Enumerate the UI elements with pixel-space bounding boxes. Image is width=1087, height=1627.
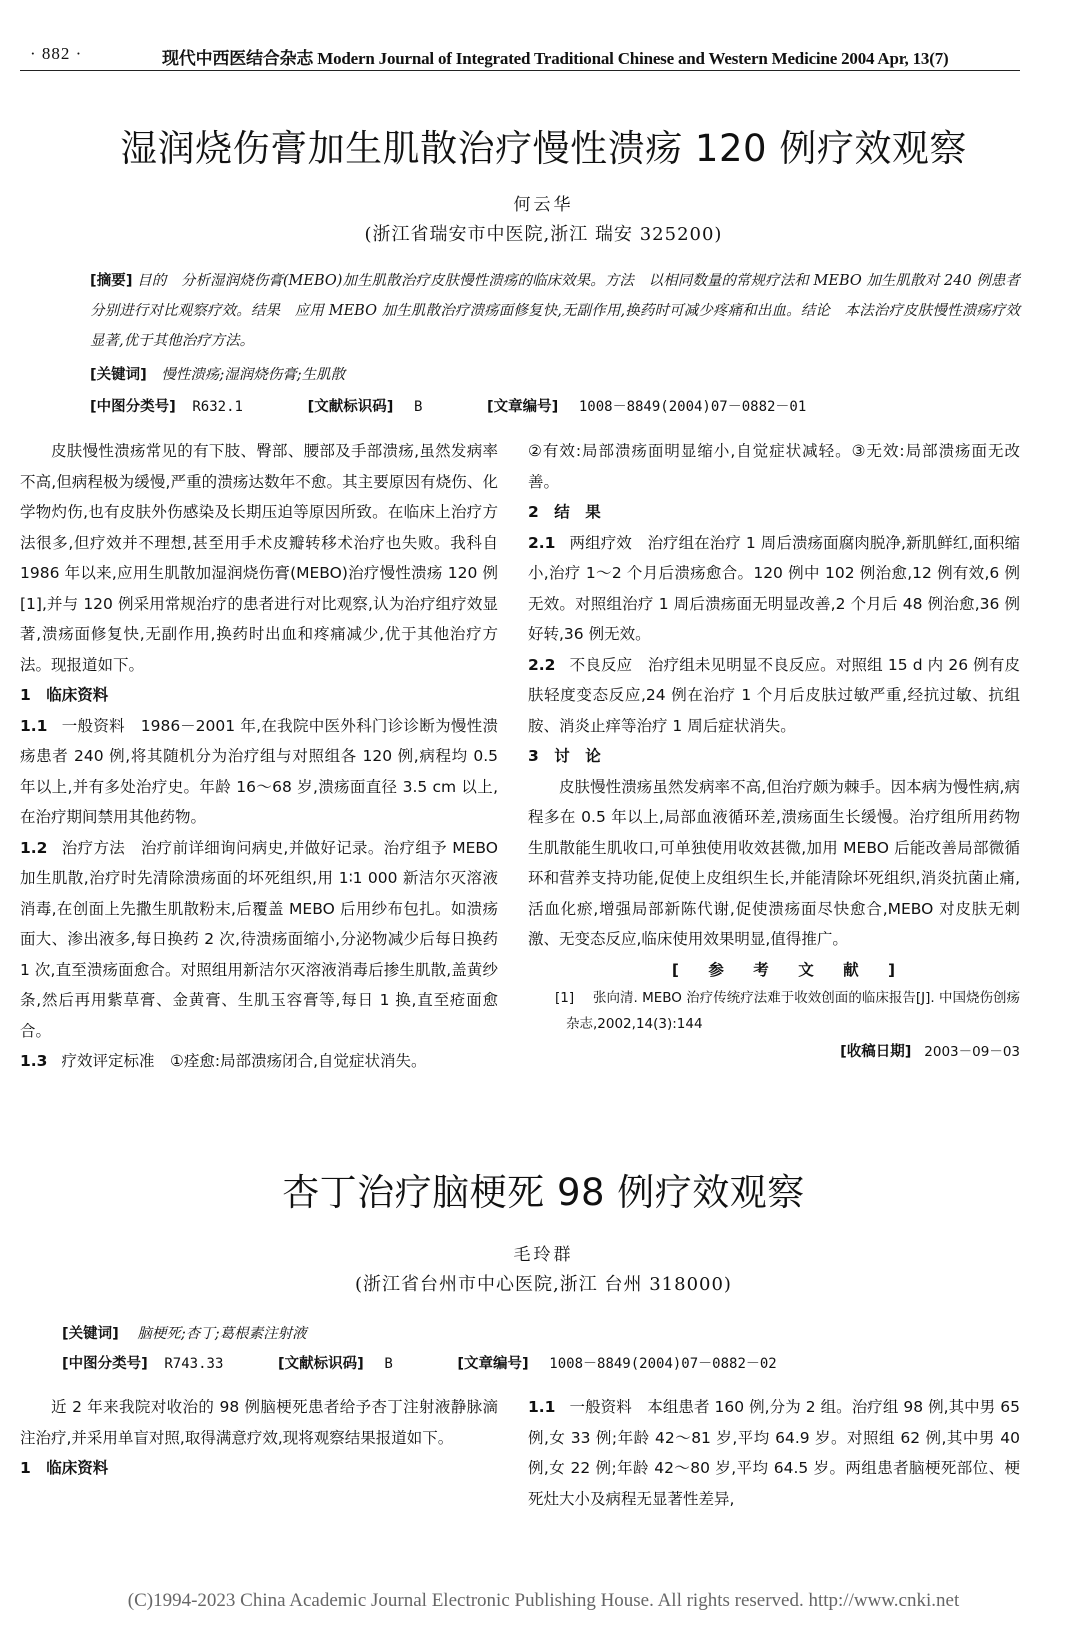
article1-title: 湿润烧伤膏加生肌散治疗慢性溃疡 120 例疗效观察	[120, 127, 967, 170]
article1-author: 何云华	[513, 195, 574, 215]
intro-paragraph: 皮肤慢性溃疡常见的有下肢、臀部、腰部及手部溃疡,虽然发病率不高,但病程极为缓慢,严重的溃疡达数年不愈。其主要原因有烧伤、化学物灼伤,也有皮肤外伤感染及长期压迫等原因所致。在临床上治疗方法很多,但疗效并不理想,甚至用手术皮瓣转移术治疗也失败。我科自 1986 年以来,应用生肌散加湿润烧伤膏(MEBO)治疗慢性溃疡 120 例[1],并与 120 例采用常规治疗的患者进行对比观察,认为治疗组疗效显著,溃疡面修复快,无副作用,换药时出血和疼痛减少,优于其他治疗方法。现报道如下。	[20, 442, 498, 674]
subsection-2-1	[528, 528, 1020, 650]
subsection-text: 两组疗效 治疗组在治疗 1 周后溃疡面腐肉脱净,新肌鲜红,面积缩小,治疗 1～2 个月后溃疡愈合。120 例中 102 例治愈,12 例有效,6 例无效。对照组治疗 1 周后溃疡面无明显改善,2 个月后 48 例治愈,36 例好转,36 例无效。	[528, 533, 1020, 643]
subsection-number: 2.2	[528, 655, 556, 674]
doc-code-value: B	[413, 399, 423, 415]
subsection-number: 1.1	[528, 1398, 556, 1416]
received-label: [收稿日期]	[840, 1044, 912, 1060]
article2-right-column	[528, 1392, 1020, 1514]
section-heading: 1 临床资料	[20, 1459, 109, 1477]
keywords-text: 脑梗死;杏丁;葛根素注射液	[137, 1326, 307, 1342]
article-no-label: [文章编号]	[486, 399, 559, 415]
subsection-2-2	[528, 650, 1020, 742]
abstract-label: [摘要]	[90, 273, 133, 289]
article1-keywords	[90, 363, 345, 384]
article1-affiliation: (浙江省瑞安市中医院,浙江 瑞安 325200)	[364, 224, 723, 245]
subsection-text: 疗效评定标准 ①痊愈:局部溃疡闭合,自觉症状消失。	[61, 1052, 427, 1070]
subsection-1-1	[20, 711, 498, 833]
section-heading: 1 临床资料	[20, 686, 109, 704]
section-heading: 3 讨 论	[528, 747, 601, 765]
subsection-number: 1.3	[20, 1052, 48, 1070]
journal-header: 现代中西医结合杂志 Modern Journal of Integrated Traditional Chinese and Western Medicine 2004 Apr, 13(7)	[162, 49, 949, 68]
reference-text: 张向清. MEBO 治疗传统疗法难于收效创面的临床报告[J]. 中国烧伤创疡杂志,2002,14(3):144	[566, 990, 1020, 1032]
discussion-paragraph: 皮肤慢性溃疡虽然发病率不高,但治疗颇为棘手。因本病为慢性病,病程多在 0.5 年以上,局部血液循环差,溃疡面生长缓慢。治疗组所用药物生肌散能生肌收口,可单独使用收效甚微,加用 MEBO 后能改善局部微循环和营养支持功能,促使上皮组织生长,并能清除坏死组织,消炎抗菌止痛,活血化瘀,增强局部新陈代谢,促使溃疡面尽快愈合,MEBO 对皮肤无刺激、无变态反应,临床使用效果明显,值得推广。	[528, 777, 1020, 948]
clc-value: R743.33	[164, 1356, 224, 1372]
received-value: 2003－09－03	[924, 1044, 1020, 1060]
received-date	[528, 1037, 1020, 1068]
intro-paragraph: 近 2 年来我院对收治的 98 例脑梗死患者给予杏丁注射液静脉滴注治疗,并采用单盲对照,取得满意疗效,现将观察结果报道如下。	[20, 1398, 498, 1447]
article2-keywords	[62, 1322, 307, 1343]
clc-value: R632.1	[192, 399, 243, 415]
copyright-footer: (C)1994-2023 China Academic Journal Electronic Publishing House. All rights reserved. http://www.cnki.net	[127, 1590, 960, 1611]
subsection-1-1	[528, 1392, 1020, 1514]
subsection-1-3	[20, 1046, 498, 1077]
article2-classification	[62, 1352, 777, 1373]
article1-left-column	[20, 436, 498, 1077]
references-heading: [ 参 考 文 献 ]	[671, 960, 908, 979]
article1-right-column	[528, 436, 1020, 1068]
subsection-text: 一般资料 本组患者 160 例,分为 2 组。治疗组 98 例,其中男 65 例,女 33 例;年龄 42～81 岁,平均 64.9 岁。对照组 62 例,其中男 40 例,女 22 例;年龄 42～80 岁,平均 64.5 岁。两组患者脑梗死部位、梗死灶大小及病程无显著性差异,	[528, 1398, 1020, 1508]
page-number: · 882 ·	[30, 44, 83, 63]
article-no-value: 1008－8849(2004)07－0882－02	[549, 1356, 777, 1372]
reference-number: [1]	[555, 990, 575, 1006]
subsection-number: 2.1	[528, 533, 556, 552]
article2-affiliation: (浙江省台州市中心医院,浙江 台州 318000)	[355, 1274, 732, 1295]
section-heading: 2 结 果	[528, 503, 601, 521]
continued-paragraph: ②有效:局部溃疡面明显缩小,自觉症状减轻。③无效:局部溃疡面无改善。	[528, 442, 1020, 491]
reference-item	[528, 985, 1020, 1037]
running-header	[20, 36, 1020, 71]
article1-abstract	[90, 266, 1020, 356]
article2-author: 毛玲群	[513, 1245, 574, 1265]
clc-label: [中图分类号]	[62, 1356, 148, 1372]
keywords-label: [关键词]	[90, 367, 147, 383]
article1-classification	[90, 395, 806, 416]
subsection-1-2	[20, 833, 498, 1047]
doc-code-label: [文献标识码]	[307, 399, 394, 415]
subsection-number: 1.1	[20, 716, 48, 735]
clc-label: [中图分类号]	[90, 399, 176, 415]
keywords-label: [关键词]	[62, 1326, 119, 1342]
abstract-text: 目的 分析湿润烧伤膏(MEBO)加生肌散治疗皮肤慢性溃疡的临床效果。方法 以相同数量的常规疗法和 MEBO 加生肌散对 240 例患者分别进行对比观察疗效。结果 应用 MEBO 加生肌散治疗溃疡面修复快,无副作用,换药时可减少疼痛和出血。结论 本法治疗皮肤慢性溃疡疗效显著,优于其他治疗方法。	[90, 273, 1020, 349]
doc-code-value: B	[384, 1356, 393, 1372]
article2-title: 杏丁治疗脑梗死 98 例疗效观察	[282, 1171, 805, 1214]
article-no-value: 1008－8849(2004)07－0882－01	[578, 399, 807, 415]
article2-left-column	[20, 1392, 498, 1484]
doc-code-label: [文献标识码]	[278, 1356, 364, 1372]
keywords-text: 慢性溃疡;湿润烧伤膏;生肌散	[161, 367, 346, 383]
subsection-text: 治疗方法 治疗前详细询问病史,并做好记录。治疗组予 MEBO 加生肌散,治疗时先清除溃疡面的坏死组织,用 1∶1 000 新洁尔灭溶液消毒,在创面上先撒生肌散粉末,后覆盖 MEBO 后用纱布包扎。如溃疡面大、渗出液多,每日换药 2 次,待溃疡面缩小,分泌物减少后每日换药 1 次,直至溃疡面愈合。对照组用新洁尔灭溶液消毒后掺生肌散,盖黄纱条,然后再用紫草膏、金黄膏、生肌玉容膏等,每日 1 换,直至疮面愈合。	[20, 838, 498, 1040]
subsection-text: 一般资料 1986－2001 年,在我院中医外科门诊诊断为慢性溃疡患者 240 例,将其随机分为治疗组与对照组各 120 例,病程均 0.5 年以上,并有多处治疗史。年龄 16～68 岁,溃疡面直径 3.5 cm 以上,在治疗期间禁用其他药物。	[20, 716, 498, 826]
subsection-number: 1.2	[20, 838, 48, 857]
article-no-label: [文章编号]	[457, 1356, 529, 1372]
subsection-text: 不良反应 治疗组未见明显不良反应。对照组 15 d 内 26 例有皮肤轻度变态反应,24 例在治疗 1 个月后皮肤过敏严重,经抗过敏、抗组胺、消炎止痒等治疗 1 周后症状消失。	[528, 655, 1020, 735]
